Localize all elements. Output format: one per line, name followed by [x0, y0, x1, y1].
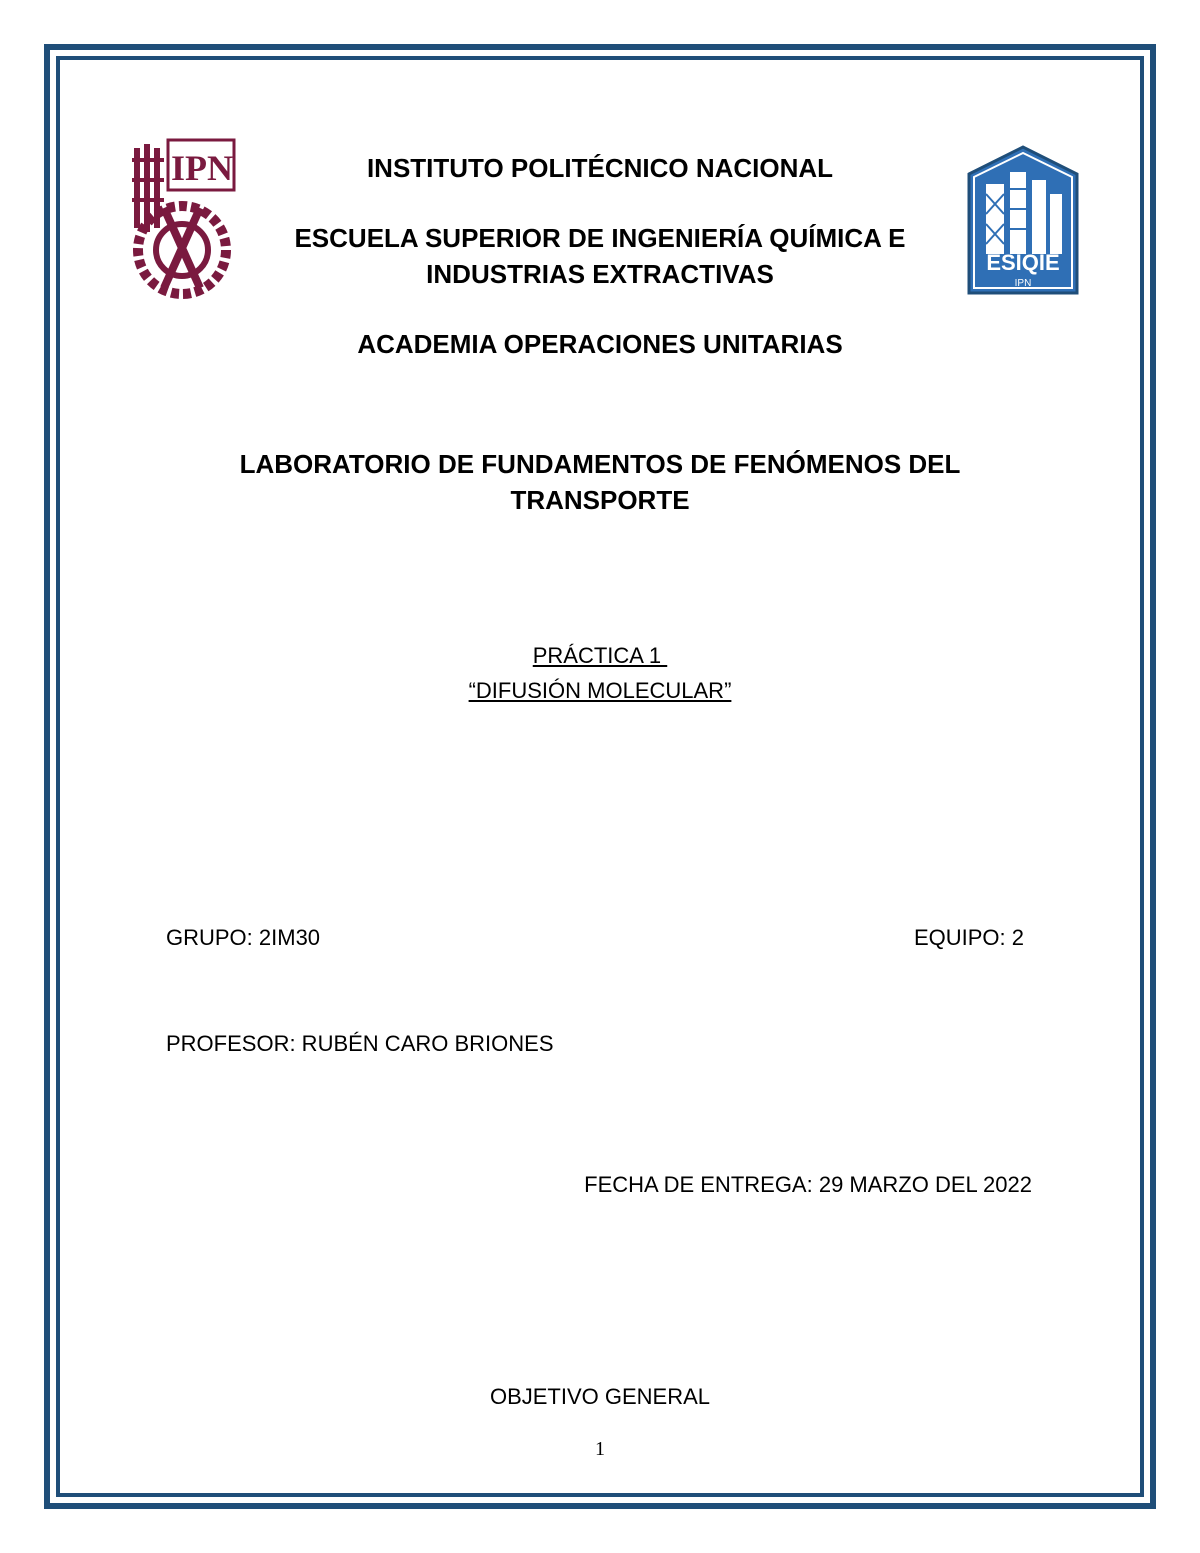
lab-title-line2: TRANSPORTE [510, 485, 690, 515]
institution-title: INSTITUTO POLITÉCNICO NACIONAL [366, 153, 834, 183]
ipn-logo-text: IPN [171, 148, 233, 188]
practice-number-wrap [0, 642, 1200, 670]
practice-title-wrap [0, 677, 1200, 705]
practice-title: “DIFUSIÓN MOLECULAR” [468, 678, 732, 703]
professor-label: PROFESOR: RUBÉN CARO BRIONES [166, 1031, 554, 1056]
academy-name: ACADEMIA OPERACIONES UNITARIAS [357, 329, 843, 359]
school-name-line1: ESCUELA SUPERIOR DE INGENIERÍA QUÍMICA E [294, 223, 906, 253]
delivery-date: FECHA DE ENTREGA: 29 MARZO DEL 2022 [584, 1172, 1032, 1197]
objective-heading: OBJETIVO GENERAL [489, 1384, 711, 1409]
lab-title-line1: LABORATORIO DE FUNDAMENTOS DE FENÓMENOS DEL [239, 449, 961, 479]
team-label: EQUIPO: 2 [913, 925, 1024, 950]
practice-number: PRÁCTICA 1 [532, 643, 668, 668]
esiqie-logo-text: ESIQIE [986, 250, 1060, 275]
page-number: 1 [595, 1438, 605, 1460]
school-name-line2: INDUSTRIAS EXTRACTIVAS [426, 259, 774, 289]
group-label: GRUPO: 2IM30 [166, 925, 321, 950]
esiqie-logo-subtext: IPN [1014, 278, 1032, 289]
